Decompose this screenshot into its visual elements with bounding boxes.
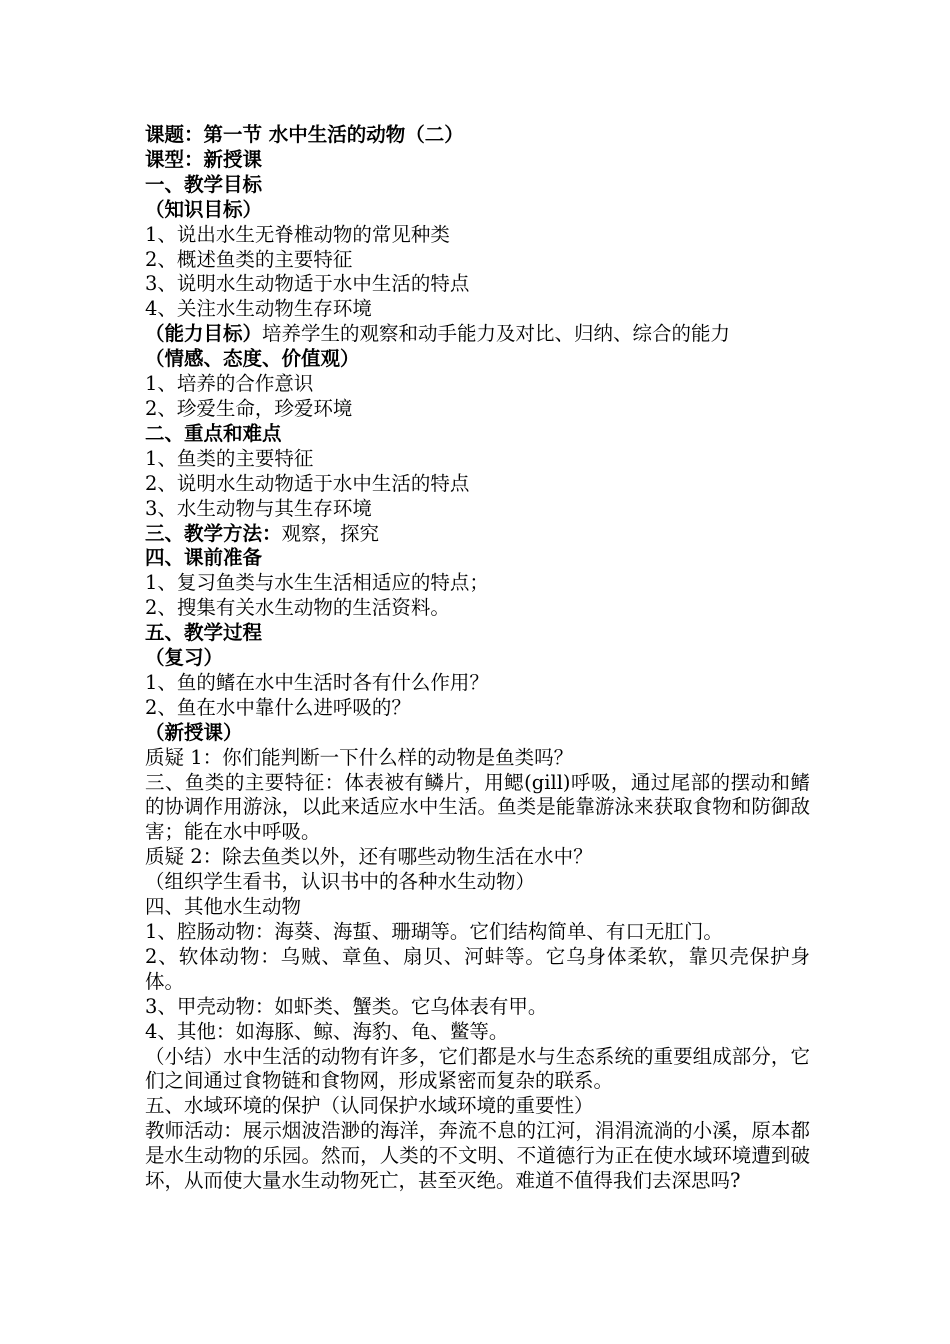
ability-goals-label: （能力目标） xyxy=(145,322,263,346)
knowledge-item: 1、说出水生无脊椎动物的常见种类 xyxy=(145,222,450,246)
teaching-method-text: 观察，探究 xyxy=(281,521,380,545)
emotion-item: 2、珍爱生命，珍爱环境 xyxy=(145,396,353,420)
review-item: 1、鱼的鳍在水中生活时各有什么作用？ xyxy=(145,670,489,694)
question-1: 质疑 1：你们能判断一下什么样的动物是鱼类吗？ xyxy=(145,745,574,769)
teaching-method-label: 三、教学方法： xyxy=(145,521,282,545)
section-heading-process: 五、教学过程 xyxy=(145,621,263,645)
review-item: 2、鱼在水中靠什么进呼吸的？ xyxy=(145,695,411,719)
summary-paragraph: （小结）水中生活的动物有许多，它们都是水与生态系统的重要组成部分，它们之间通过食物链和食物网，形成紧密而复杂的联系。 xyxy=(145,1044,810,1093)
lesson-type: 课型：新授课 xyxy=(145,147,263,171)
other-animals-item: 1、腔肠动物：海葵、海蜇、珊瑚等。它们结构简单、有口无肛门。 xyxy=(145,920,723,943)
lesson-plan-document xyxy=(145,123,810,1194)
section-heading-objectives: 一、教学目标 xyxy=(145,172,263,196)
other-animals-item: 4、其他：如海豚、鲸、海豹、龟、鳖等。 xyxy=(145,1019,509,1043)
subheading-new-lesson: （新授课） xyxy=(145,720,243,744)
knowledge-item: 2、概述鱼类的主要特征 xyxy=(145,247,353,271)
question-2-note: （组织学生看书，认识书中的各种水生动物） xyxy=(145,870,536,894)
subheading-knowledge-goals: （知识目标） xyxy=(145,197,263,221)
ability-goals-text: 培养学生的观察和动手能力及对比、归纳、综合的能力 xyxy=(262,322,731,346)
protection-heading: 五、水域环境的保护（认同保护水域环境的重要性） xyxy=(145,1094,594,1118)
preparation-item: 2、搜集有关水生动物的生活资料。 xyxy=(145,596,450,620)
fish-features-paragraph: 三、鱼类的主要特征：体表被有鳞片，用鳃(gill)呼吸，通过尾部的摆动和鳍的协调作用游泳，以此来适应水中生活。鱼类是能靠游泳来获取食物和防御敌害；能在水中呼吸。 xyxy=(145,770,810,844)
question-2: 质疑 2：除去鱼类以外，还有哪些动物生活在水中？ xyxy=(145,845,593,869)
teaching-method-line xyxy=(145,522,810,547)
knowledge-item: 3、说明水生动物适于水中生活的特点 xyxy=(145,272,470,296)
teacher-activity-paragraph: 教师活动：展示烟波浩渺的海洋，奔流不息的江河，涓涓流淌的小溪，原本都是水生动物的乐园。然而，人类的不文明、不道德行为正在使水域环境遭到破坏，从而使大量水生动物死亡，甚至灭绝。难道不值得我们去深思吗? xyxy=(145,1119,810,1193)
key-point-item: 3、水生动物与其生存环境 xyxy=(145,496,372,520)
preparation-item: 1、复习鱼类与水生生活相适应的特点； xyxy=(145,571,489,595)
ability-goals-line xyxy=(145,322,810,347)
emotion-item: 1、培养的合作意识 xyxy=(145,372,314,396)
key-point-item: 1、鱼类的主要特征 xyxy=(145,446,314,470)
key-point-item: 2、说明水生动物适于水中生活的特点 xyxy=(145,471,470,495)
knowledge-item: 4、关注水生动物生存环境 xyxy=(145,297,372,321)
section-heading-preparation: 四、课前准备 xyxy=(145,546,263,570)
lesson-title: 课题：第一节 水中生活的动物（二） xyxy=(145,123,464,146)
subheading-review: （复习） xyxy=(145,646,224,670)
other-animals-item: 3、甲壳动物：如虾类、蟹类。它乌体表有甲。 xyxy=(145,994,548,1018)
subheading-emotion-goals: （情感、态度、价值观） xyxy=(145,347,360,371)
section-heading-key-points: 二、重点和难点 xyxy=(145,421,282,445)
other-animals-heading: 四、其他水生动物 xyxy=(145,895,302,919)
other-animals-item: 2、软体动物：乌贼、章鱼、扇贝、河蚌等。它乌身体柔软，靠贝壳保护身体。 xyxy=(145,944,810,993)
